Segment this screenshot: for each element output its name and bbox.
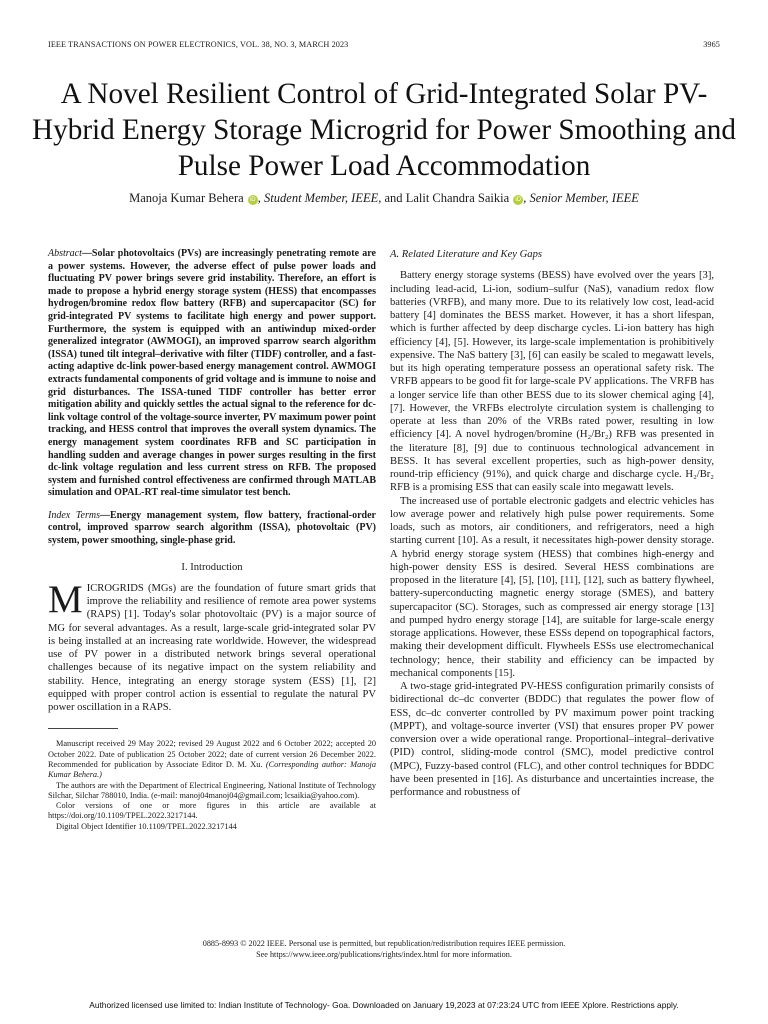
intro-paragraph: [48, 577, 376, 715]
index-terms: [48, 510, 376, 548]
footnote-received-text: Manuscript received 29 May 2022; revised 29 August 2022 and 6 October 2022; accepted 20 October 2022. Date of publication 25 October 2022; date of current version 26 December 2022. Recommended for publication by Associate Editor D. M. Xu.: [48, 739, 376, 769]
paper-title: A Novel Resilient Control of Grid-Integrated Solar PV-Hybrid Energy Storage Microgrid for Power Smoothing and Pulse Power Load Accommodation: [32, 78, 736, 183]
subsection-heading: A. Related Literature and Key Gaps: [390, 249, 543, 260]
page-number: 3965: [703, 40, 720, 49]
author-line: [30, 191, 738, 206]
orcid-icon[interactable]: iD: [513, 195, 523, 205]
section-heading: I. Introduction: [181, 561, 243, 573]
abstract: [48, 248, 376, 500]
dropcap-letter: M: [48, 577, 83, 621]
orcid-icon[interactable]: iD: [248, 195, 258, 205]
author-name: Manoja Kumar Behera: [129, 191, 244, 205]
index-terms-label: Index Terms: [48, 509, 100, 521]
abstract-label: Abstract: [48, 248, 82, 259]
rights-link[interactable]: See https://www.ieee.org/publications/rights/index.html for more information.: [256, 949, 512, 959]
body-paragraph: The increased use of portable electronic gadgets and electric vehicles has low average power and relatively high pulse power requirements. Some loads, such as motors, air conditioners, and refrigerators, need a high starting current [10]. As a result, it necessitates high-power density storage. A hybrid energy storage system (HESS) that combines high-energy and high-power density ESS is desired. Several HESS combinations are proposed in the literature [4], [5], [10], [11], [12], such as battery flywheel, battery-superconducting magnetic energy storage (SMES), and battery supercapacitor (SC). Storages, such as compressed air energy storage [13] and pumped hydro energy storage [14], are suitable for large-scale energy storage applications. However, these ESSs depend on topographical factors, making their development difficult. Flywheels ESSs use electromechanical technology; hence, their stability and efficiency can be impacted by mechanical components [15].: [390, 495, 714, 679]
journal-header: IEEE TRANSACTIONS ON POWER ELECTRONICS, VOL. 38, NO. 3, MARCH 2023: [48, 40, 349, 49]
download-notice: Authorized licensed use limited to: Indian Institute of Technology- Goa. Downloaded on January 19,2023 at 07:23:24 UTC from IEEE Xplore. Restrictions apply.: [89, 1000, 679, 1010]
footnote-received: [48, 739, 376, 780]
copyright-line: 0885-8993 © 2022 IEEE. Personal use is permitted, but republication/redistribution requires IEEE permission.: [202, 939, 566, 948]
footnote-divider: [48, 728, 118, 729]
author-conjunction: and: [381, 191, 406, 205]
author-role: , Senior Member, IEEE: [523, 191, 639, 205]
footnote-color-versions: Color versions of one or more figures in this article are available at https://doi.org/10.1109/TPEL.2022.3217144.: [48, 801, 376, 821]
right-column: [390, 248, 714, 799]
copyright-notice: [48, 939, 720, 960]
footnote-affiliation: The authors are with the Department of Electrical Engineering, National Institute of Technology Silchar, Silchar 788010, India. (e-mail: manoj04manoj04@gmail.com; lcsaikia@yahoo.com).: [48, 780, 376, 800]
footnote-doi: Digital Object Identifier 10.1109/TPEL.2022.3217144: [56, 821, 237, 831]
author-role: , Student Member, IEEE,: [257, 191, 382, 205]
body-paragraph: Battery energy storage systems (BESS) have evolved over the years [3], including lead-acid, Li-ion, sodium–sulfur (NaS), vanadium redox flow batteries (VRFB), and many more. Due to its relatively low cost, lead-acid battery [4] dominates the BESS market. However, it has a short lifespan, which is further affected by deep discharge cycles. Li-ion battery has high efficiency [4], [5]. However, its large-scale implementation is prohibitively expensive. The NaS battery [3], [6] can easily be scaled to megawatt levels, but its high operating temperature possess an operational safety risk. The VRFB appears to be good fit for large-scale PV applications. The VRFB has a longer service life than other BESS due to its slower chemical aging [4], [7]. However, the VRFBs electrolyte circulation system is challenging to operate at less than 20% of the VRBs rated power, resulting in low efficiency [4]. A novel hydrogen/bromine (H₂/Br₂) RFB was presented in the literature [8], [9] due to continuous technological advancement in BESS. It has several excellent properties, such as high-power density, round-trip efficiency (91%), and quick charge and discharge cycle. H₂/Br₂ RFB is a promising ESS that can easily scale into megawatt levels.: [390, 270, 714, 494]
body-paragraph: A two-stage grid-integrated PV-HESS configuration primarily consists of bidirectional dc–dc converter (BDDC) that regulates the power flow of ESS, dc–dc converter controlled by PV maximum power point tracking (MPPT), and voltage-source inverter (VSI) that ensures proper PV power conversion over a wide operational range. Proportional–integral–derivative (PID) control, sliding-mode control (SMC), model predictive control (MPC), Fuzzy-based control (FLC), and other control techniques for BDDC have been presented in [16]. As disturbance and uncertainties increase, the performance and robustness of: [390, 681, 714, 798]
index-terms-text: —Energy management system, flow battery, fractional-order control, improved sparrow search algorithm (ISSA), photovoltaic (PV) system, power smoothing, single-phase grid.: [48, 509, 376, 547]
footnotes: [48, 739, 376, 832]
left-column: [48, 248, 376, 832]
footnote-corresponding: (Corresponding author: Manoja Kumar Behera.): [48, 760, 376, 780]
abstract-text: —Solar photovoltaics (PVs) are increasingly penetrating remote are a power systems. However, the adverse effect of pulse power loads and fluctuating PV power brings severe grid instability. Therefore, an effort is made to propose a hybrid energy storage system (HESS) that encompasses hydrogen/bromine redox flow battery (RFB) and supercapacitor (SC) for grid-integrated PV systems to facilitate high energy and power support. Furthermore, the system is equipped with an antiwindup mixed-order generalized integrator (AWMOGI), an improved sparrow search algorithm (ISSA) tuned tilt integral–derivative with filter (TIDF) controller, and a fast-acting adaptive dc-link power-based energy management control. AWMOGI extracts fundamental components of grid voltage and is immune to noise and grid disturbances. The ISSA-tuned TIDF controller has better error mitigation ability and quickly settles the actual signal to the reference for dc-link voltage control of the voltage-source inverter, PV maximum power point tracking, and HESS control that improves the overall system dynamics. The energy management system coordinates RFB and SC participation in handling sudden and average changes in power surges resulting in the first dc-link voltage regulation and less current stress on RFB. The proposed system and furnished control effectiveness are confirmed through MATLAB simulation and OPAL-RT real-time simulator test bench.: [48, 248, 376, 499]
author-name: Lalit Chandra Saikia: [405, 191, 510, 205]
intro-text: ICROGRIDS (MGs) are the foundation of future smart grids that improve the reliability and resilience of remote area power systems (RAPS) [1]. Today's solar photovoltaic (PV) is a major source of MG for several advantages. As a result, large-scale grid-integrated solar PV is being installed at an increasing rate worldwide. However, the widespread use of PV power in a distributed network brings several operational challenges because of its negative impact on the system reliability and stability. Hence, integrating an energy storage system (ESS) [1], [2] equipped with proper control action is essential to regulate the natural PV power oscillation in a RAPS.: [48, 582, 376, 714]
